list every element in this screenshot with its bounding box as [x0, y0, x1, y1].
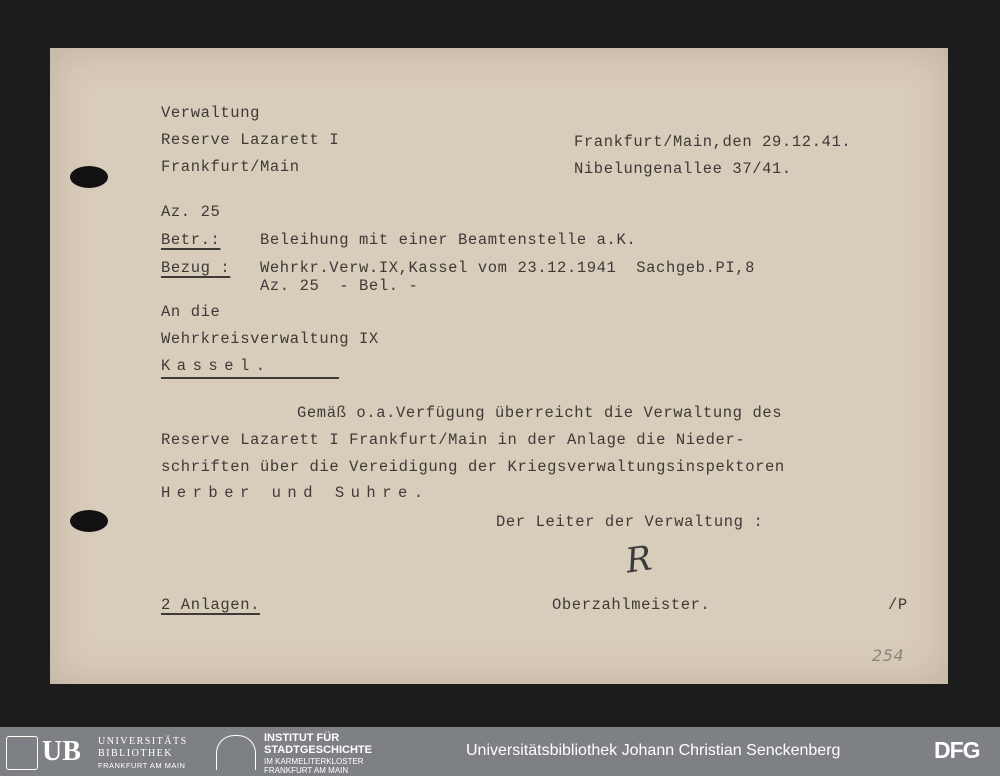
body-line: Herber und Suhre. — [161, 484, 430, 502]
ub-logo: UB — [42, 736, 81, 767]
body-line: Gemäß o.a.Verfügung überreicht die Verwaltung des — [297, 404, 783, 422]
isg-name-line: FRANKFURT AM MAIN — [264, 766, 349, 775]
reference-number: Az. 25 — [161, 203, 221, 221]
punch-hole — [70, 166, 108, 188]
enclosures: 2 Anlagen. — [161, 596, 261, 614]
isg-name-line: INSTITUT FÜR — [264, 732, 340, 744]
subject-label: Betr.: — [161, 231, 221, 249]
ub-name-line: UNIVERSITÄTS — [98, 736, 188, 747]
recipient-line: An die — [161, 303, 221, 321]
folio-number: 254 — [872, 646, 905, 665]
ub-name-line: FRANKFURT AM MAIN — [98, 761, 186, 770]
street-address: Nibelungenallee 37/41. — [574, 160, 792, 178]
subject-text: Beleihung mit einer Beamtenstelle a.K. — [260, 231, 637, 249]
reference-line: Wehrkr.Verw.IX,Kassel vom 23.12.1941 Sachgeb.PI,8 — [260, 259, 756, 277]
recipient-city: Kassel. — [161, 357, 339, 379]
closing-line: Der Leiter der Verwaltung : — [496, 513, 764, 531]
sender-line: Frankfurt/Main — [161, 158, 300, 176]
isg-name-line: IM KARMELITERKLOSTER — [264, 757, 364, 766]
signature: R — [623, 538, 655, 582]
punch-hole — [70, 510, 108, 532]
place-date: Frankfurt/Main,den 29.12.41. — [574, 133, 852, 151]
letter-page — [50, 48, 948, 684]
isg-arch-icon — [216, 735, 256, 770]
recipient-line: Wehrkreisverwaltung IX — [161, 330, 379, 348]
sender-line: Reserve Lazarett I — [161, 131, 340, 149]
footer-bar — [0, 727, 1000, 776]
body-line: Reserve Lazarett I Frankfurt/Main in der Anlage die Nieder- — [161, 431, 746, 449]
signer-rank: Oberzahlmeister. — [552, 596, 711, 614]
goethe-portrait-icon — [6, 736, 38, 770]
typist-initials: /P — [888, 596, 908, 614]
reference-label: Bezug : — [161, 259, 231, 277]
reference-line: Az. 25 - Bel. - — [260, 277, 419, 295]
body-line: schriften über die Vereidigung der Kriegsverwaltungsinspektoren — [161, 458, 785, 476]
ub-name-line: BIBLIOTHEK — [98, 748, 173, 759]
sender-line: Verwaltung — [161, 104, 261, 122]
isg-name-line: STADTGESCHICHTE — [264, 744, 372, 756]
library-name: Universitätsbibliothek Johann Christian Senckenberg — [466, 742, 841, 759]
dfg-logo: DFG — [934, 737, 980, 763]
